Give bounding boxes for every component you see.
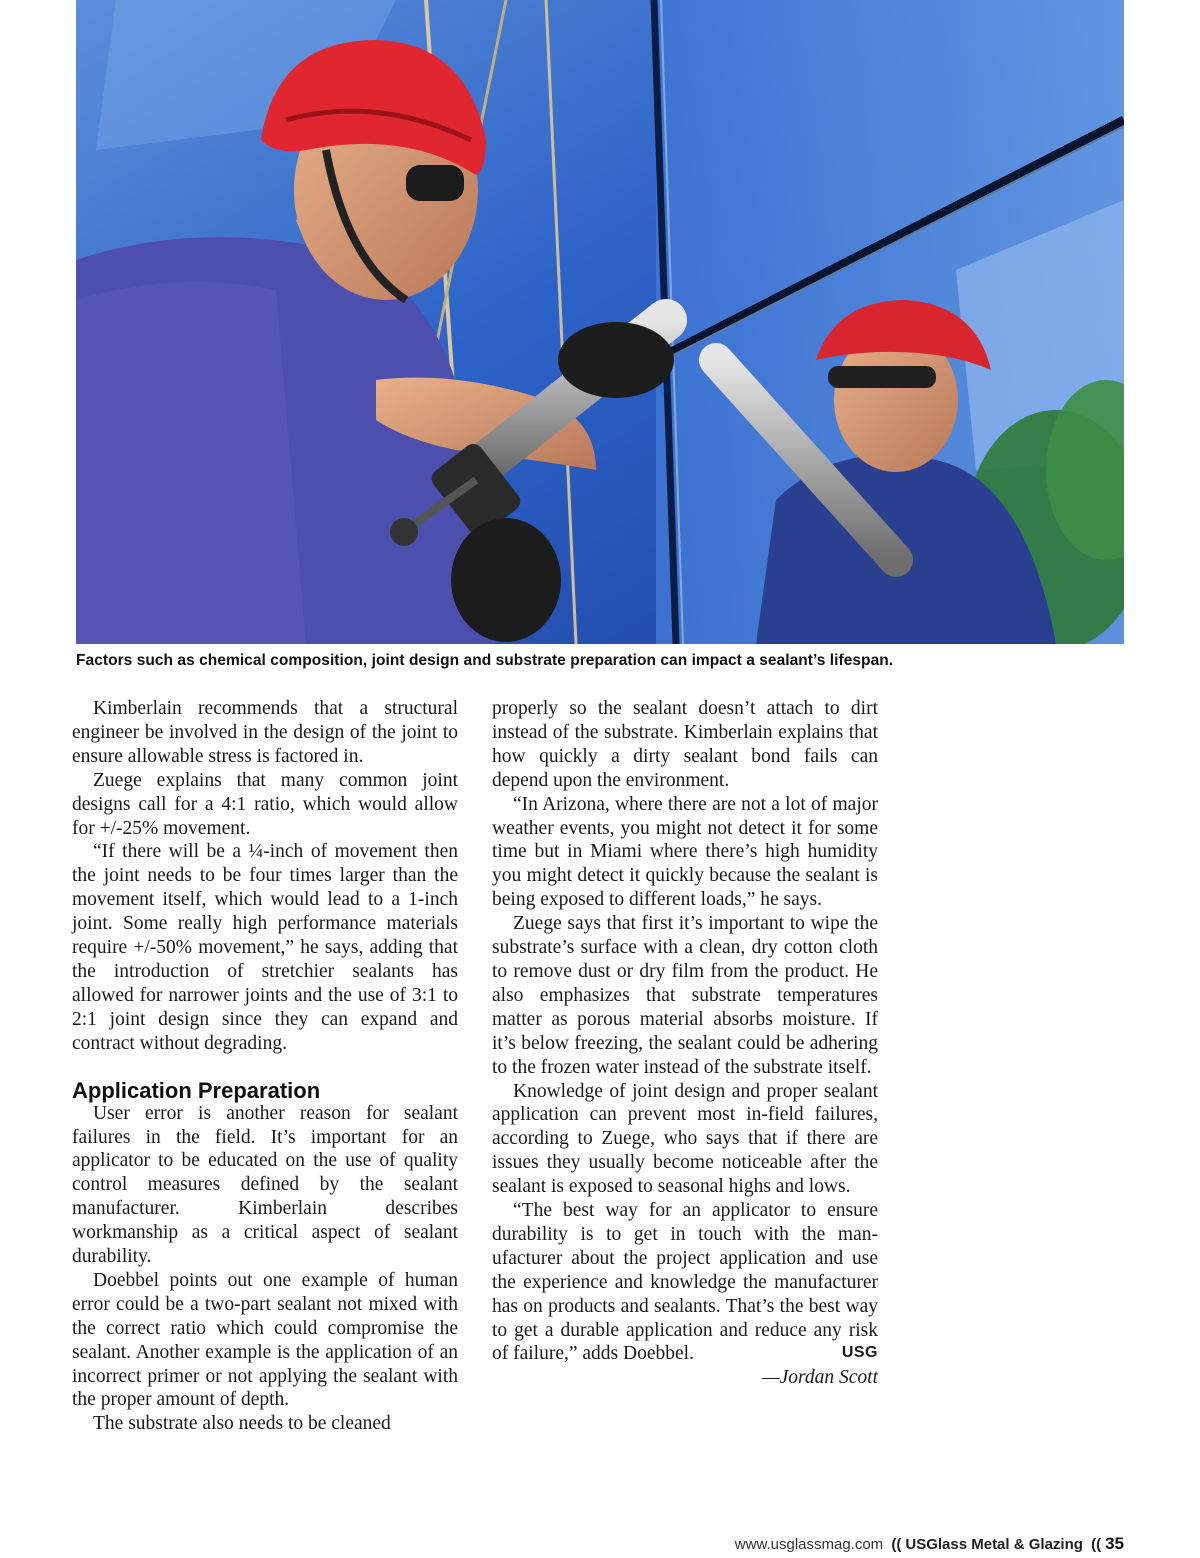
final-paragraph-block xyxy=(492,1199,878,1366)
end-mark: USG xyxy=(841,1344,878,1362)
paragraph-continuation: properly so the sealant doesn’t attach to dirt instead of the substrate. Kimberlain explains that how quickly a dirty sealant bond fails can depend upon the environment. xyxy=(492,698,878,791)
article-column-right xyxy=(492,697,878,1390)
paragraph: The substrate also needs to be cleaned xyxy=(93,1413,391,1435)
photo-caption: Factors such as chemical composition, joint design and substrate preparation can impact a sealant’s lifespan. xyxy=(76,652,894,669)
paragraph: Zuege says that first it’s important to wipe the substrate’s surface with a clean, dry cotton cloth to remove dust or dry film from the product. He also emphasizes that substrate temperatures matter as porous material absorbs moisture. If it’s below freezing, the sealant could be adhering to the frozen water instead of the substrate itself. xyxy=(492,913,878,1078)
footer-url: www.usglassmag.com xyxy=(734,1536,884,1553)
section-heading: Application Preparation xyxy=(72,1077,321,1103)
footer-separator: (( xyxy=(891,1536,902,1553)
paragraph: Doebbel points out one example of human error could be a two-part sealant not mixed with the correct ratio which could compromise the sealant. Another example is the application of an incorrect primer or not applying the sealant with the proper amount of depth. xyxy=(72,1269,458,1411)
paragraph: Kimberlain recommends that a structural engineer be involved in the design of the joint to ensure allowable stress is factored in. xyxy=(72,698,458,767)
paragraph: Knowledge of joint design and proper sealant application can prevent most in-field failures, according to Zuege, who says that if there are issues they usually become noticeable after the sealant is exposed to seasonal highs and lows. xyxy=(492,1080,878,1198)
page-footer xyxy=(735,1534,1124,1554)
footer-publication: USGlass Metal & Glazing xyxy=(905,1536,1083,1553)
footer-separator: (( xyxy=(1091,1536,1102,1553)
paragraph: Zuege explains that many common joint designs call for a 4:1 ratio, which would allow for +/-25% movement. xyxy=(72,769,458,839)
byline: —Jordan Scott xyxy=(762,1367,878,1389)
paragraph: User error is another reason for sealant failures in the field. It’s important for an applicator to be educated on the use of quality control measures defined by the sealant manufacturer. Kimberlain describes workmanship as a critical aspect of sealant durability. xyxy=(72,1102,458,1268)
article-photo xyxy=(76,0,1124,644)
article-column-left xyxy=(72,697,458,1436)
paragraph: “The best way for an applicator to ensure durability is to get in touch with the manufacturer about the project application and use the experience and knowledge the manufacturer has on products and sealants. That’s the best way to get a durable application and reduce any risk of failure,” adds Doebbel. xyxy=(492,1200,878,1365)
paragraph: “If there will be a ¼-inch of movement then the joint needs to be four times larger than the movement itself, which would lead to a 1-inch joint. Some really high performance materials require +/-50% movement,” he says, adding that the introduction of stretchier sealants has allowed for narrower joints and the use of 3:1 to 2:1 joint design since they can expand and contract without degrading. xyxy=(72,841,458,1054)
page-number: 35 xyxy=(1105,1534,1124,1553)
paragraph: “In Arizona, where there are not a lot of major weather events, you might not detect it for some time but in Miami where there’s high humidity you might detect it quickly because the sealant is being exposed to different loads,” he says. xyxy=(492,793,878,911)
